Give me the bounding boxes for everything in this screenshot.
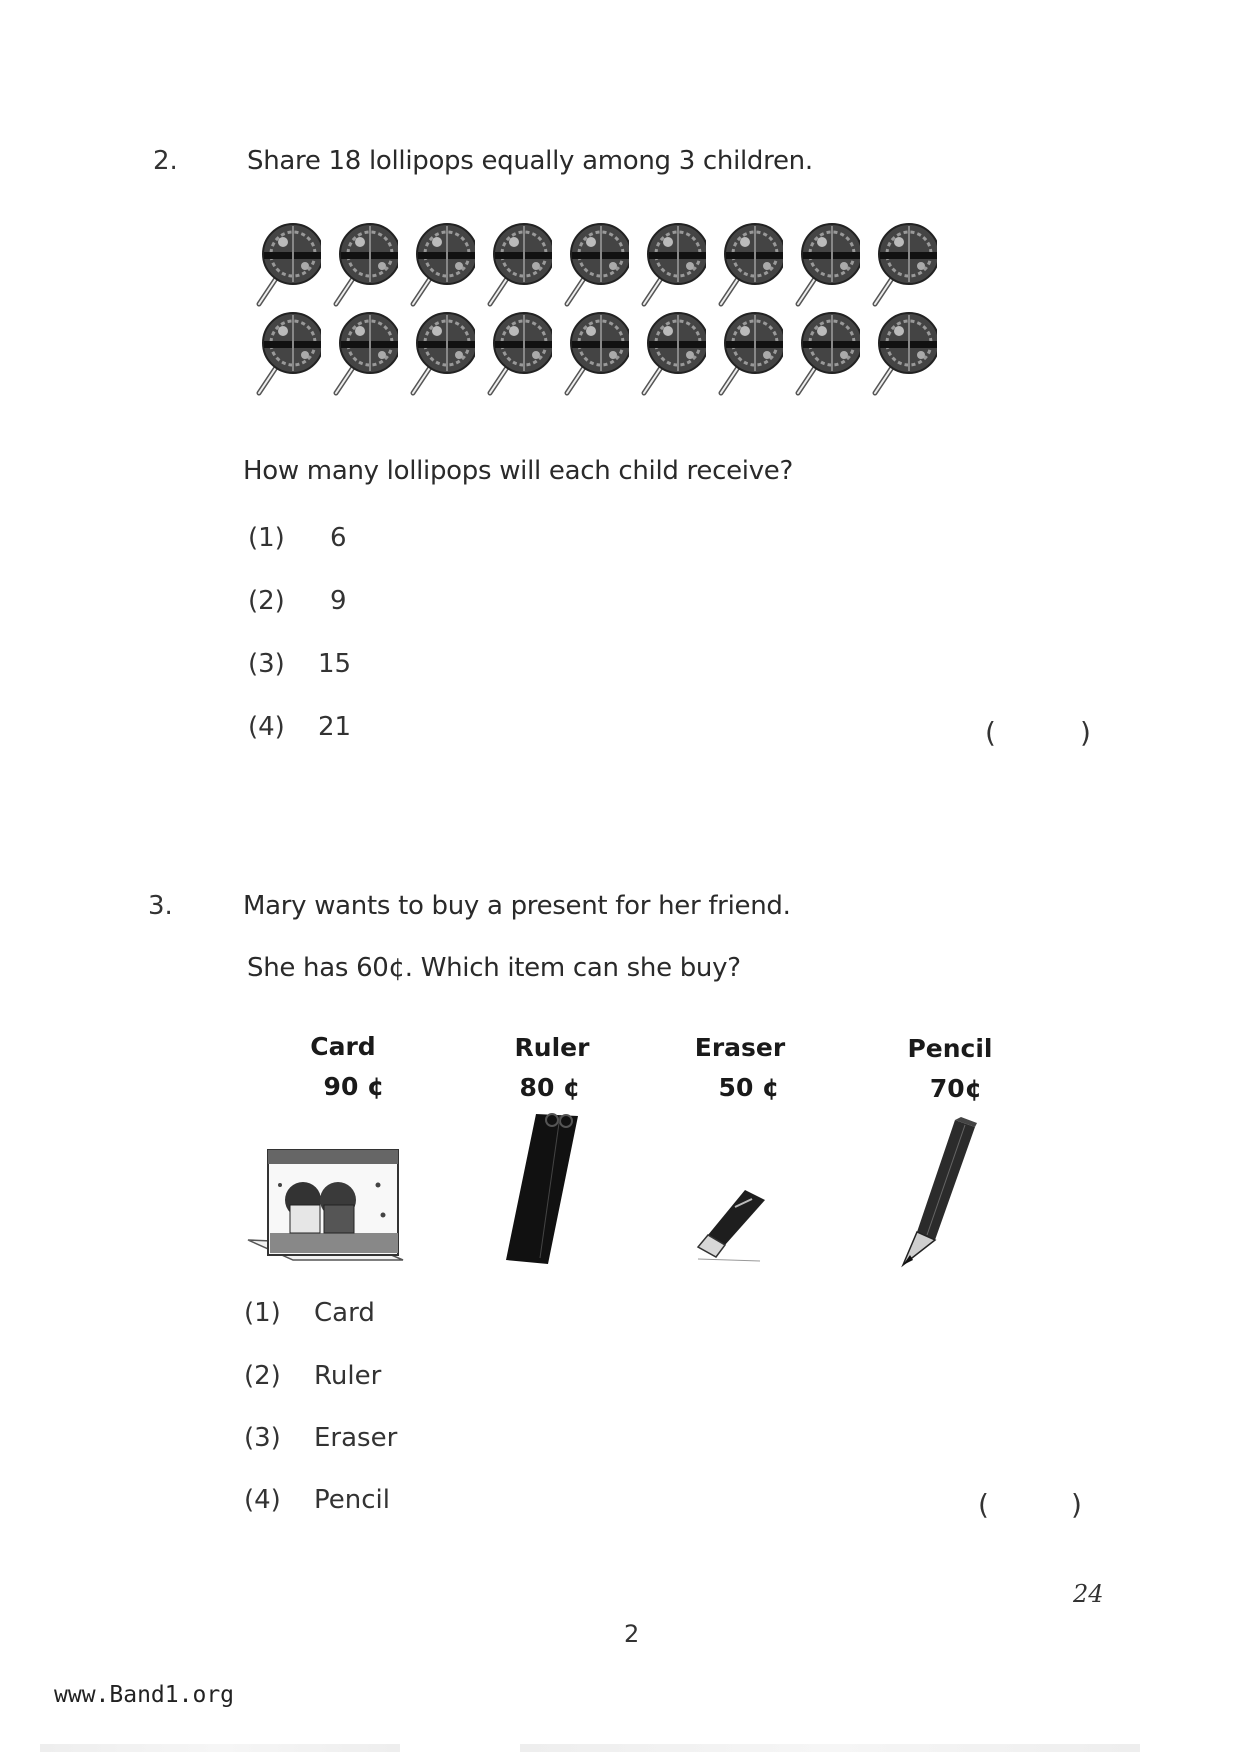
lollipop-icon bbox=[871, 311, 937, 397]
question-3-option-2[interactable] bbox=[244, 1361, 381, 1391]
item-eraser-label: Eraser bbox=[694, 1033, 786, 1062]
option-number: (2) bbox=[244, 1361, 281, 1391]
footer-website: www.Band1.org bbox=[54, 1682, 235, 1708]
option-number: (1) bbox=[244, 1298, 281, 1328]
scan-edge-artifact bbox=[40, 1744, 400, 1752]
question-2-answer-bracket-open: ( bbox=[985, 716, 996, 749]
option-number: (4) bbox=[248, 712, 285, 742]
lollipop-icon bbox=[717, 222, 783, 308]
item-ruler-price: 80 ¢ bbox=[519, 1073, 581, 1102]
lollipop-icon bbox=[486, 311, 552, 397]
lollipop-icon bbox=[563, 311, 629, 397]
option-value: Card bbox=[314, 1298, 375, 1328]
question-2-option-3[interactable] bbox=[248, 649, 351, 679]
lollipop-illustration bbox=[255, 222, 937, 397]
option-number: (3) bbox=[248, 649, 285, 679]
option-value: 6 bbox=[330, 523, 347, 553]
question-3-option-1[interactable] bbox=[244, 1298, 375, 1328]
question-2-answer-bracket-close: ) bbox=[1080, 716, 1091, 749]
lollipop-icon bbox=[486, 222, 552, 308]
option-value: 15 bbox=[318, 649, 352, 679]
lollipop-icon bbox=[255, 222, 321, 308]
option-number: (1) bbox=[248, 523, 285, 553]
lollipop-icon bbox=[409, 311, 475, 397]
lollipop-icon bbox=[332, 311, 398, 397]
question-2-number: 2. bbox=[153, 146, 178, 176]
scan-edge-artifact bbox=[520, 1744, 1140, 1752]
question-2-option-2[interactable] bbox=[248, 586, 347, 616]
page-number: 2 bbox=[624, 1620, 640, 1648]
lollipop-icon bbox=[640, 311, 706, 397]
option-number: (4) bbox=[244, 1485, 281, 1515]
card-icon bbox=[238, 1145, 408, 1265]
handwritten-score-mark: 24 bbox=[1073, 1580, 1104, 1608]
option-value: Pencil bbox=[314, 1485, 390, 1515]
lollipop-icon bbox=[794, 311, 860, 397]
option-value: 21 bbox=[318, 712, 352, 742]
option-value: 9 bbox=[330, 586, 347, 616]
question-3-prompt-line-2: She has 60¢. Which item can she buy? bbox=[247, 953, 741, 983]
lollipop-icon bbox=[255, 311, 321, 397]
question-3-answer-bracket-open: ( bbox=[978, 1488, 989, 1521]
option-number: (2) bbox=[248, 586, 285, 616]
lollipop-icon bbox=[640, 222, 706, 308]
question-2-answer-box[interactable] bbox=[1000, 716, 1080, 750]
option-value: Ruler bbox=[314, 1361, 382, 1391]
question-3-option-4[interactable] bbox=[244, 1485, 390, 1515]
lollipop-icon bbox=[871, 222, 937, 308]
option-number: (3) bbox=[244, 1423, 281, 1453]
lollipop-icon bbox=[563, 222, 629, 308]
question-2-option-4[interactable] bbox=[248, 712, 351, 742]
item-eraser-price: 50 ¢ bbox=[718, 1073, 780, 1102]
lollipop-icon bbox=[332, 222, 398, 308]
eraser-icon bbox=[690, 1185, 790, 1265]
pencil-icon bbox=[895, 1115, 985, 1270]
question-2-option-1[interactable] bbox=[248, 523, 347, 553]
option-value: Eraser bbox=[314, 1423, 398, 1453]
question-3-prompt-line-1: Mary wants to buy a present for her friend. bbox=[243, 891, 791, 921]
item-card-price: 90 ¢ bbox=[323, 1072, 385, 1101]
question-3-answer-box[interactable] bbox=[993, 1488, 1071, 1522]
question-3-answer-bracket-close: ) bbox=[1071, 1488, 1082, 1521]
lollipop-row bbox=[255, 222, 937, 308]
item-card-label: Card bbox=[310, 1032, 376, 1061]
lollipop-icon bbox=[717, 311, 783, 397]
ruler-icon bbox=[498, 1108, 588, 1268]
question-3-number: 3. bbox=[148, 891, 173, 921]
item-pencil-label: Pencil bbox=[907, 1034, 993, 1063]
item-ruler-label: Ruler bbox=[514, 1033, 590, 1062]
item-pencil-price: 70¢ bbox=[929, 1074, 983, 1103]
question-2-sub-prompt: How many lollipops will each child receive? bbox=[243, 456, 793, 486]
lollipop-icon bbox=[794, 222, 860, 308]
question-3-option-3[interactable] bbox=[244, 1423, 397, 1453]
lollipop-row bbox=[255, 311, 937, 397]
lollipop-icon bbox=[409, 222, 475, 308]
question-2-prompt: Share 18 lollipops equally among 3 children. bbox=[247, 146, 813, 176]
